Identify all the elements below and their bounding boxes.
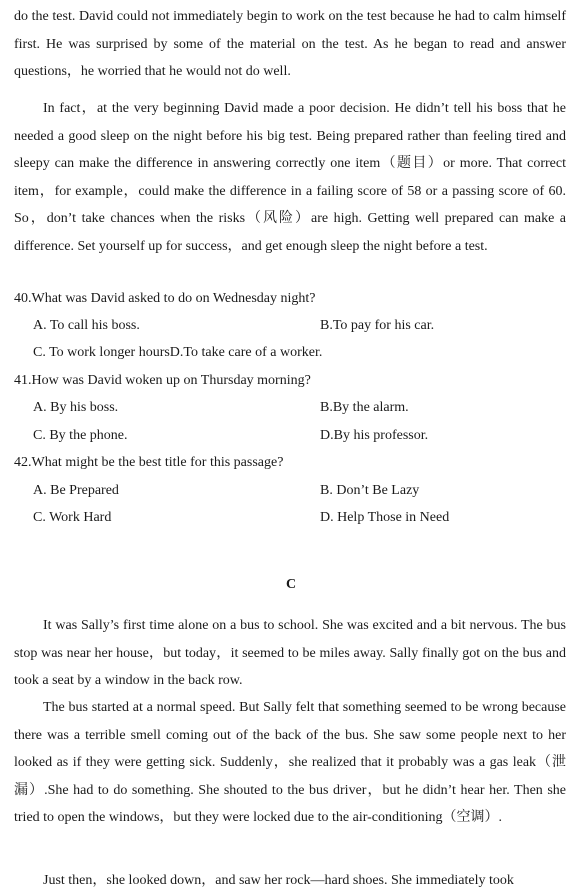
cut-off-line [14,867,566,887]
question-42-option-b: B. Don’t Be Lazy [320,483,420,498]
question-42-option-d: D. Help Those in Need [320,510,450,525]
question-40: 40.What was David asked to do on Wednesday night? [14,291,316,306]
question-42: 42.What might be the best title for this passage? [14,455,284,470]
question-41-option-a: A. By his boss. [33,400,119,415]
question-40-option-b: B.To pay for his car. [320,318,435,333]
passage-b-paragraph-advice: In fact，at the very beginning David made a poor decision. He didn’t tell his boss that he needed a good sleep on the night before his big test. Being prepared rather than feeling tired and sleepy can make the difference in answering correctly one item（题目）or more. That correct item，for example，could make the difference in a failing score of 58 or a passing score of 60. So，don’t take chances when the risks（风险）are high. Getting well prepared can make a difference. Set yourself up for success，and get enough sleep the night before a test. [14,101,566,254]
question-42-option-c: C. Work Hard [33,510,112,525]
passage-c-paragraph-2: The bus started at a normal speed. But Sally felt that something seemed to be wrong because there was a terrible smell coming out of the back of the bus. She saw some people next to her looked as if they were getting sick. Suddenly，she realized that it probably was a gas leak（泄漏）.She had to do something. She shouted to the bus driver，but he didn’t hear her. Then she tried to open the windows，but they were locked due to the air-conditioning（空调）. [14,700,566,825]
question-41-option-c: C. By the phone. [33,428,128,443]
section-c-heading: C [285,577,297,592]
question-42-option-a: A. Be Prepared [33,483,119,498]
passage-c-paragraph-3: Just then，she looked down，and saw her rock—hard shoes. She immediately took [43,873,514,887]
question-40-option-a: A. To call his boss. [33,318,140,333]
question-41-option-d: D.By his professor. [320,428,429,443]
question-40-option-c: C. To work longer hoursD.To take care of a worker. [33,345,323,360]
question-41: 41.How was David woken up on Thursday morning? [14,373,311,388]
passage-b-paragraph-end: do the test. David could not immediately begin to work on the test because he had to calm himself first. He was surprised by some of the material on the test. As he began to read and answer questions，he worried that he would not do well. [14,9,566,79]
question-41-option-b: B.By the alarm. [320,400,409,415]
passage-c-paragraph-1: It was Sally’s first time alone on a bus to school. She was excited and a bit nervous. The bus stop was near her house，but today，it seemed to be miles away. Sally finally got on the bus and took a seat by a window in the back row. [14,618,566,688]
